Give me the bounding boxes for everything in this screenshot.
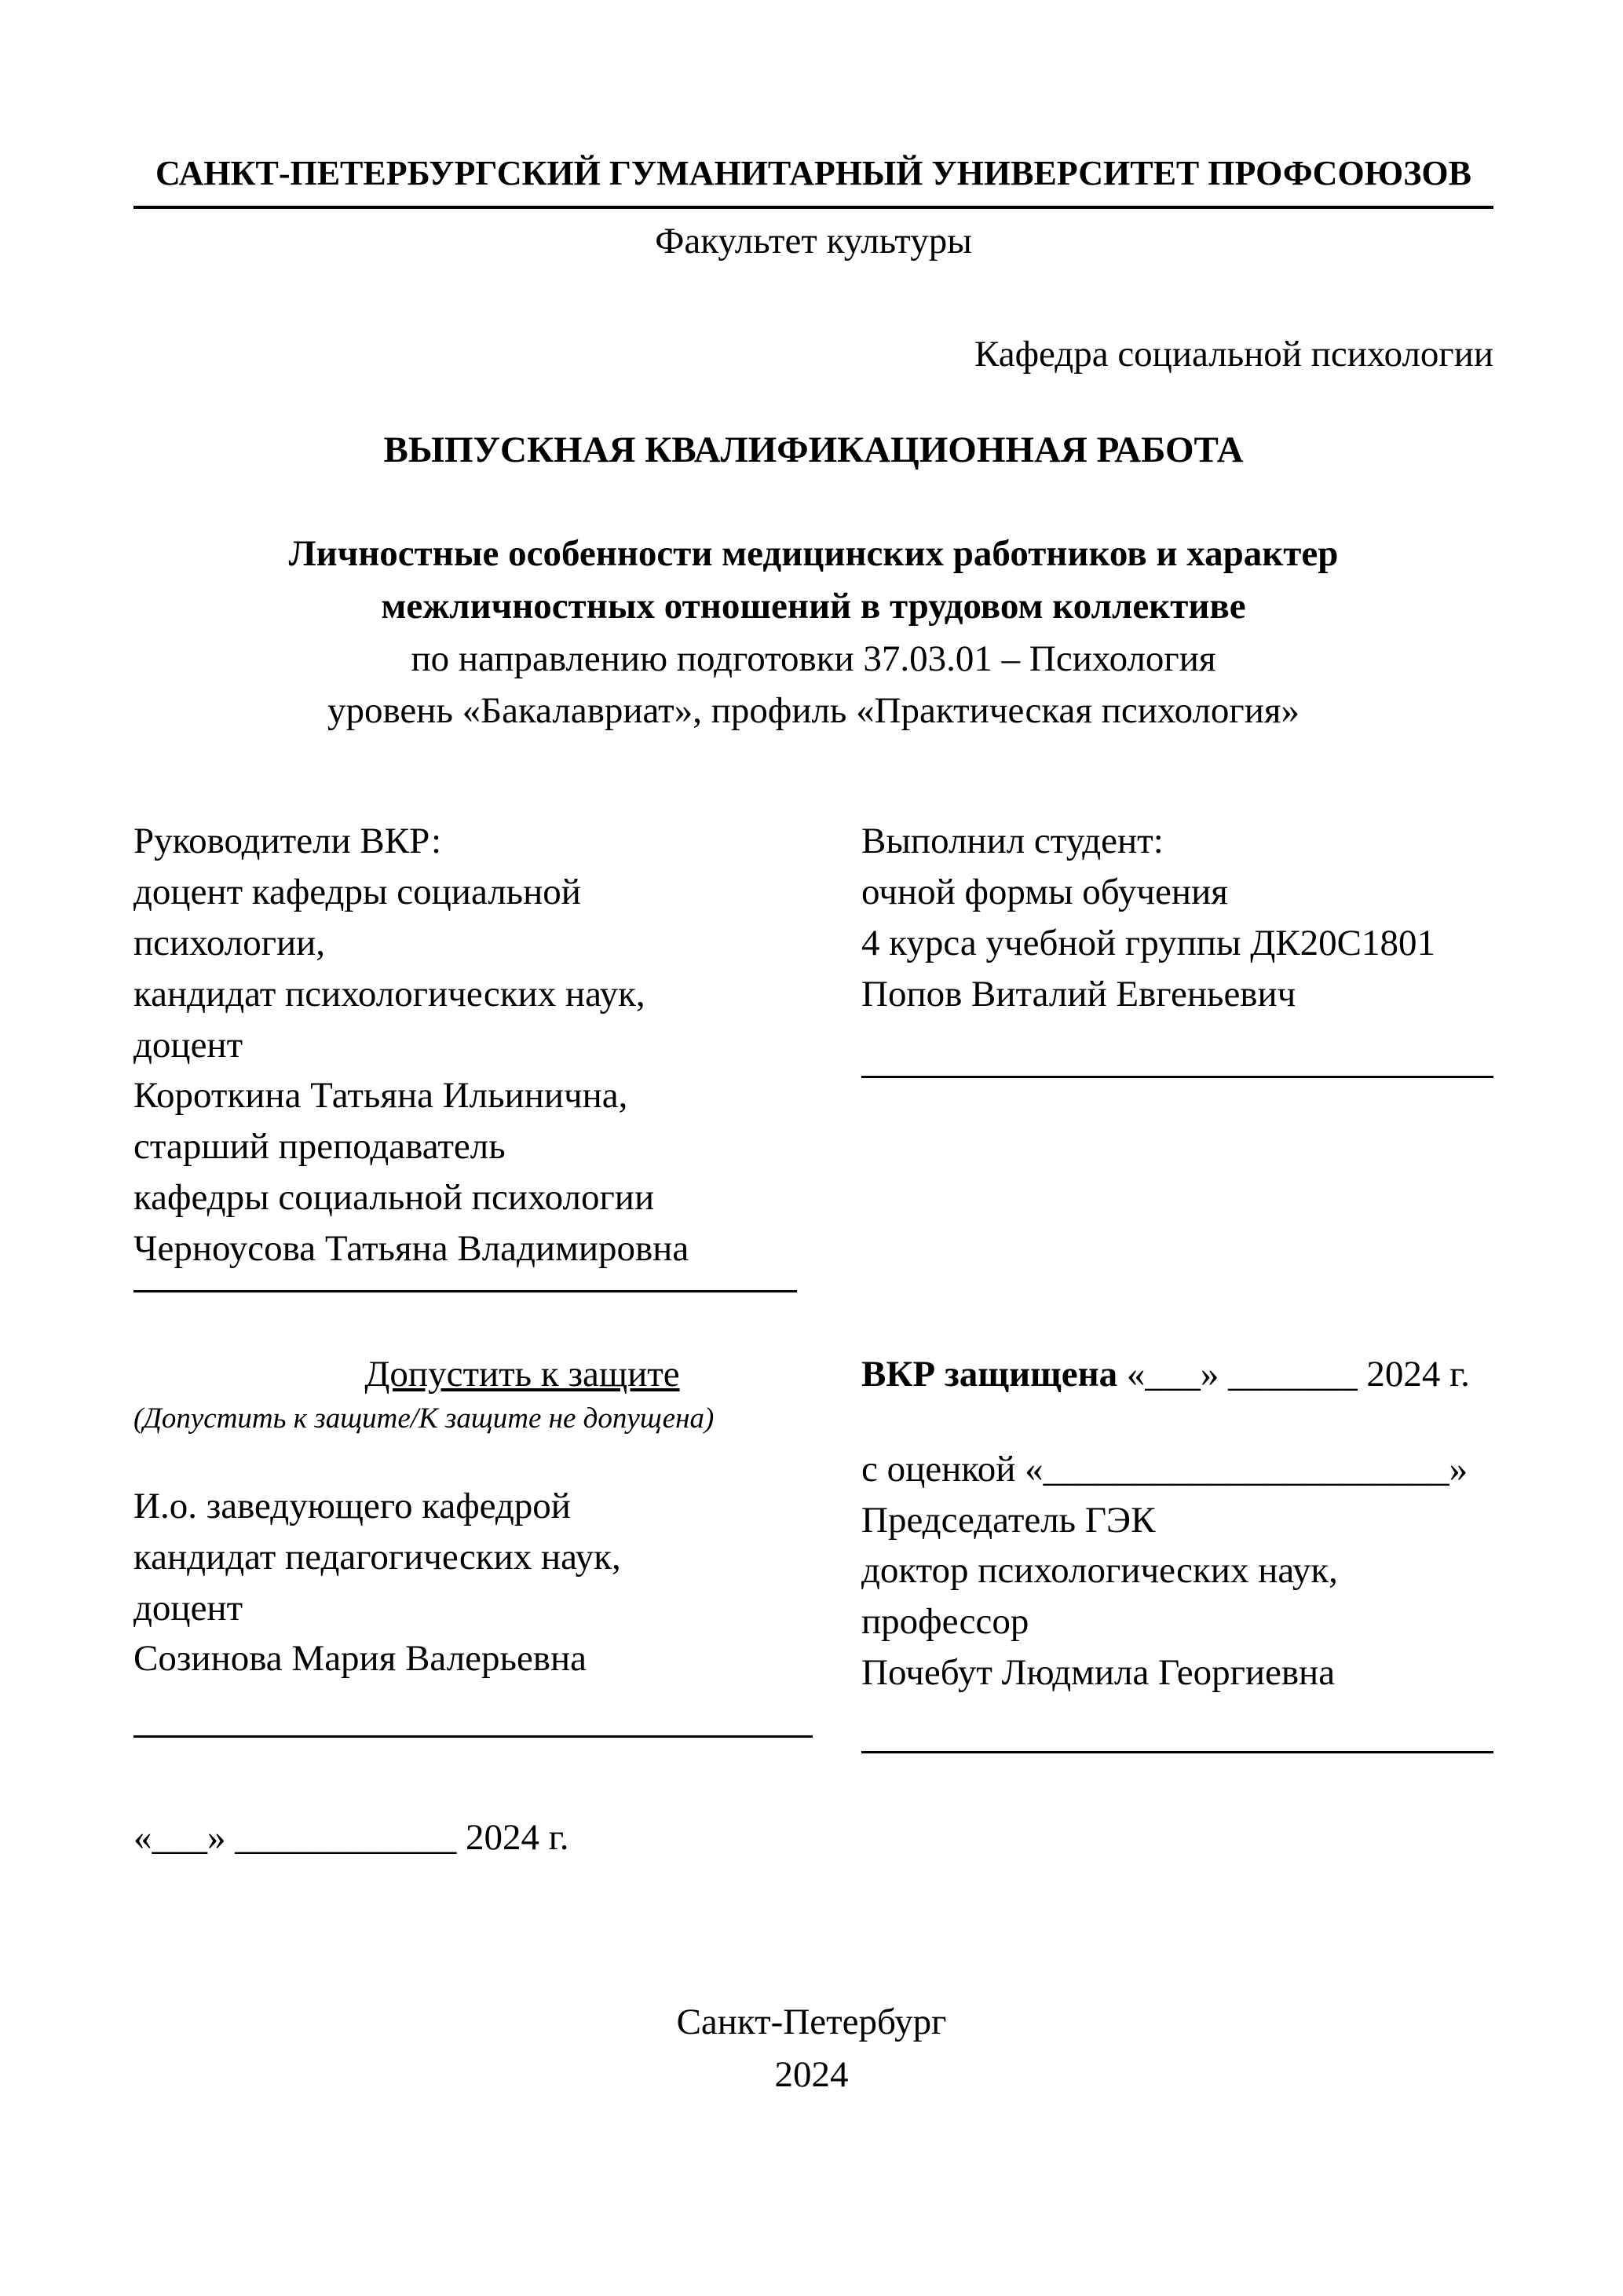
admission-line: кандидат педагогических наук,	[133, 1536, 621, 1578]
admission-title: Допустить к защите	[364, 1353, 680, 1395]
student-line: Попов Виталий Евгеньевич	[861, 973, 1296, 1015]
supervisor-line: Черноусова Татьяна Владимировна	[133, 1227, 689, 1269]
defense-line: Почебут Людмила Георгиевна	[861, 1652, 1336, 1694]
admission-signature-line	[133, 1735, 813, 1738]
program-info	[133, 633, 1493, 737]
defense-line: Председатель ГЭК	[861, 1499, 1156, 1541]
student-heading: Выполнил студент:	[861, 821, 1164, 862]
defense-block	[861, 1349, 1493, 1863]
admission-line: Созинова Мария Валерьевна	[133, 1638, 587, 1680]
admission-line: доцент	[133, 1587, 243, 1629]
student-block	[861, 816, 1493, 1292]
supervisors-heading: Руководители ВКР:	[133, 821, 442, 862]
defense-status-date: «___» _______ 2024 г.	[1126, 1353, 1470, 1395]
supervisor-line: кафедры социальной психологии	[133, 1177, 655, 1219]
signers-row-2	[133, 1349, 1493, 1863]
thesis-title	[133, 528, 1493, 632]
defense-grade-line: с оценкой «______________________»	[861, 1448, 1468, 1490]
admission-officer	[133, 1481, 828, 1684]
thesis-title-line-1: Личностные особенности медицинских работников и характер	[288, 533, 1339, 575]
program-line: по направлению подготовки 37.03.01 – Психология	[411, 638, 1216, 679]
supervisor-line: доцент	[133, 1024, 243, 1066]
defense-status-line	[861, 1349, 1493, 1400]
supervisor-line: кандидат психологических наук,	[133, 973, 645, 1015]
supervisor-line: Короткина Татьяна Ильинична,	[133, 1075, 628, 1117]
defense-signature-line	[861, 1751, 1493, 1753]
level-line: уровень «Бакалавриат», профиль «Практическая психология»	[327, 690, 1299, 732]
university-name: САНКТ-ПЕТЕРБУРГСКИЙ ГУМАНИТАРНЫЙ УНИВЕРСИТЕТ ПРОФСОЮЗОВ	[133, 151, 1493, 209]
department-name: Кафедра социальной психологии	[974, 334, 1493, 375]
student-line: 4 курса учебной группы ДК20С1801	[861, 922, 1435, 963]
defense-status-label: ВКР защищена	[861, 1353, 1118, 1395]
page-footer	[0, 1996, 1623, 2100]
student-signature-line	[861, 1076, 1493, 1078]
admission-date-line: «___» ____________ 2024 г.	[133, 1817, 569, 1859]
admission-line: И.о. заведующего кафедрой	[133, 1485, 571, 1526]
supervisor-signature-line	[133, 1290, 797, 1292]
supervisor-line: психологии,	[133, 922, 326, 963]
faculty-name: Факультет культуры	[655, 221, 972, 262]
admission-block	[133, 1349, 828, 1863]
student-line: очной формы обучения	[861, 871, 1228, 912]
work-type-heading: ВЫПУСКНАЯ КВАЛИФИКАЦИОННАЯ РАБОТА	[383, 430, 1244, 471]
admission-note: (Допустить к защите/К защите не допущена)	[133, 1402, 715, 1435]
defense-line: профессор	[861, 1601, 1029, 1643]
supervisors-block	[133, 816, 828, 1292]
year-line: 2024	[774, 2053, 849, 2095]
city-line: Санкт-Петербург	[676, 2002, 947, 2042]
supervisor-line: старший преподаватель	[133, 1126, 506, 1168]
thesis-title-line-2: межличностных отношений в трудовом коллективе	[381, 585, 1246, 627]
signers-row-1	[133, 816, 1493, 1292]
supervisor-line: доцент кафедры социальной	[133, 871, 581, 912]
defense-line: доктор психологических наук,	[861, 1550, 1338, 1592]
